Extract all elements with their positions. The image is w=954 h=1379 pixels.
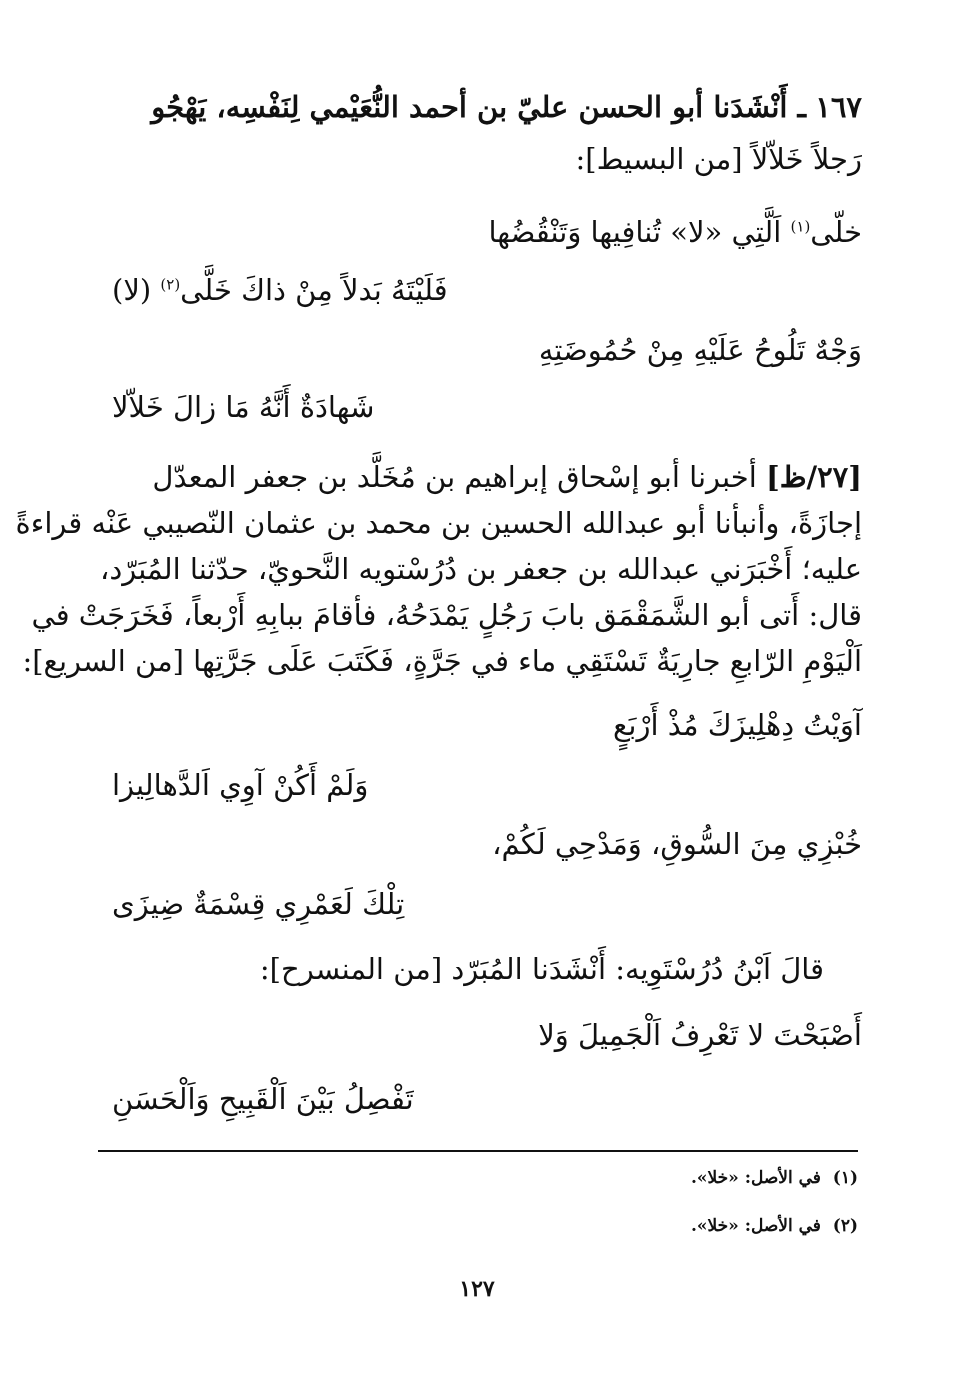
poem3-verse-2: تَفْصِلُ بَيْنَ اَلْقَبِيحِ وَاَلْحَسَنِ [112, 1082, 414, 1116]
poem2-verse-4: تِلْكَ لَعَمْرِي قِسْمَةٌ ضِيزَى [112, 887, 405, 921]
footnote-ref-2: (٢) [160, 275, 181, 294]
footnote-ref-1: (١) [790, 217, 811, 236]
footnote-number: (١) [832, 1168, 858, 1188]
footnote-2 [691, 1216, 858, 1236]
isnad-line-4: قال: أَتى أبو الشَّمَقْمَق بابَ رَجُلٍ يَمْدَحُهُ، فأقامَ ببابِهِ أَرْبعاً، فَخَرَجَتْ في [31, 598, 862, 632]
isnad-text: أخبرنا أبو إسْحاق إبراهيم بن مُخَلَّد بن جعفر المعدّل [152, 460, 766, 494]
poem3-verse-1: أَصْبَحْتَ لا تَعْرِفُ اَلْجَمِيلَ وَلا [538, 1018, 862, 1052]
isnad-line-3: عليه؛ أَخْبَرَني عبدالله بن جعفر بن دُرُسْتويه النَّحويّ، حدّثنا المُبَرّد، [99, 552, 862, 586]
intro-line: قالَ اَبْنُ دُرُسْتَوِيه: أَنْشَدَنا المُبَرّد [من المنسرح]: [259, 952, 824, 986]
poem1-verse-4: شَهادَةٌ أَنَّهُ مَا زالَ خَلاّلا [112, 390, 375, 424]
verse-text: خلّى [810, 215, 862, 249]
footnote-text: في الأصل: «خلا». [690, 1168, 821, 1188]
footnote-number: (٢) [832, 1216, 858, 1236]
entry-first-line [82, 90, 862, 125]
entry-number: ١٦٧ [815, 90, 862, 124]
verse-text: فَلَيْتَهُ بَدلاً مِنْ ذاكَ خَلَّى [180, 273, 448, 307]
manuscript-folio-ref: [٢٧/ظ] [765, 460, 862, 494]
isnad-line-5: اَلْيَوْمِ الرّابعِ جارِيَةٌ تَسْتَقِي ماء في جَرَّةٍ، فَكَتَبَ عَلَى جَرَّتِها [من السريع]: [22, 644, 862, 678]
isnad-line-1 [82, 460, 862, 495]
poem1-verse-1 [488, 215, 862, 250]
poem1-verse-3: وَجْهٌ تَلُوحُ عَلَيْهِ مِنْ حُمُوضَتِهِ [538, 333, 862, 367]
poem2-verse-2: وَلَمْ أَكُنْ آوِي اَلدَّهالِيزا [112, 768, 369, 802]
page-number: ١٢٧ [459, 1276, 495, 1302]
poem2-verse-1: آوَيْتُ دِهْلِيزَكَ مُذْ أَرْبَعٍ [612, 708, 862, 742]
entry-second-line: رَجلاً خَلاّلاً [من البسيط]: [575, 142, 862, 176]
isnad-line-2: إجازَةً، وأنبأنا أبو عبدالله الحسين بن محمد بن عثمان النّصيبي عَنْه قراءةً [15, 506, 862, 540]
verse-text: (لا) [112, 273, 161, 307]
footnote-text: في الأصل: «خلا». [690, 1216, 821, 1236]
footnote-divider [98, 1150, 858, 1152]
poem1-verse-2 [112, 273, 448, 308]
verse-text: اَلَّتِي «لا» تُنافِيها وَتَنْقُضُها [488, 215, 791, 249]
poem2-verse-3: خُبْزِي مِنَ السُّوقِ، وَمَدْحِي لَكُمْ، [492, 827, 862, 861]
entry-heading-text: ـ أَنْشَدَنا أبو الحسن عليّ بن أحمد النُّعَيْمي لِنَفْسِه، يَهْجُو [151, 90, 807, 124]
footnote-1 [691, 1168, 858, 1188]
